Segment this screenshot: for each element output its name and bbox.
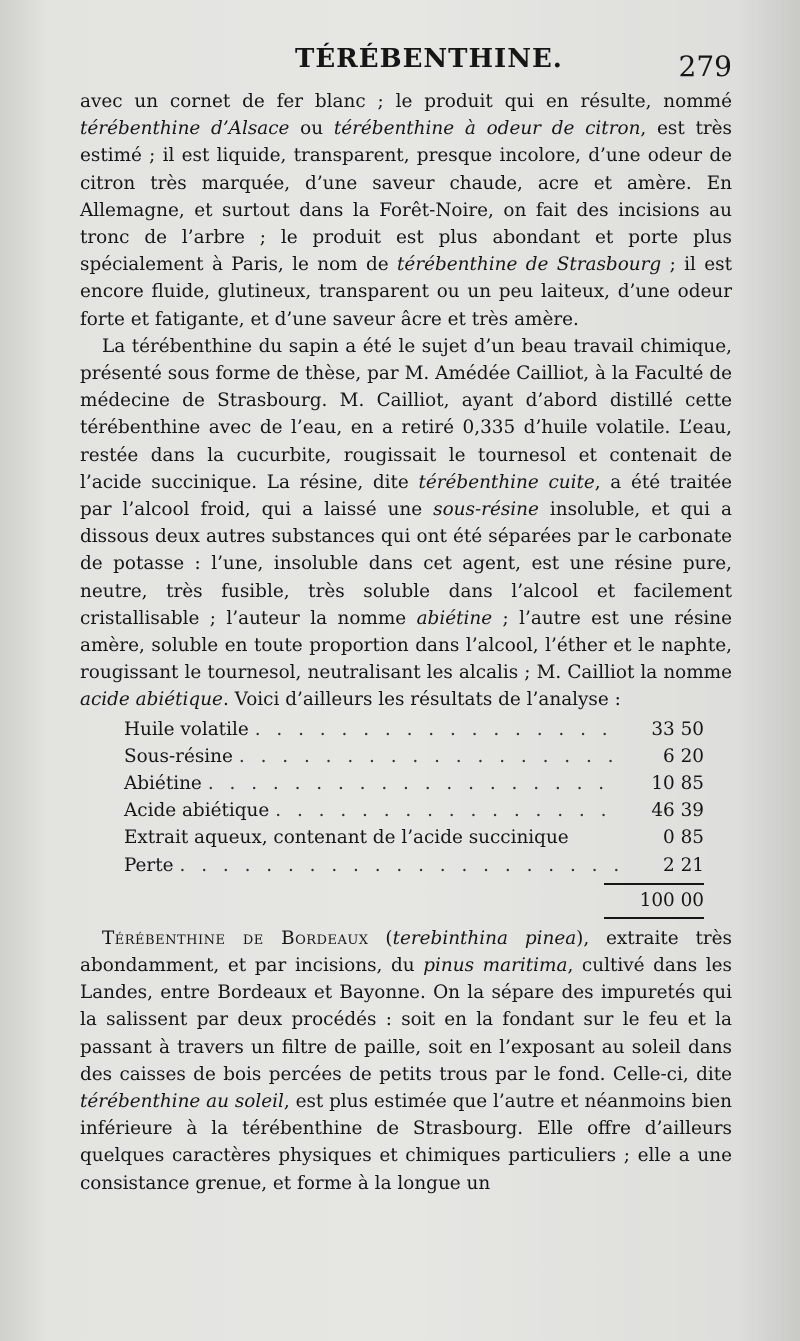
text-run: ( [368, 927, 393, 949]
analysis-row [124, 824, 704, 851]
text-run: ou [289, 118, 334, 140]
italic-term: térébenthine d’Alsace [80, 118, 290, 140]
analysis-total: 100 00 [639, 890, 704, 912]
paragraph-alsace-strasbourg [80, 88, 732, 333]
analysis-label: Extrait aqueux, contenant de l’acide succinique [124, 827, 569, 849]
analysis-row [124, 852, 704, 879]
analysis-value: 2 21 [663, 854, 704, 876]
text-run: , est plus estimée que l’autre et néanmoins bien inférieure à la térébenthine de Strasbourg. Elle offre d’ailleurs quelques caractères physiques et chimiques particuliers ; elle a une consistance grenue, et forme à la longue un [80, 1091, 732, 1194]
analysis-row [124, 797, 704, 824]
italic-term: térébenthine à odeur de citron [333, 118, 641, 140]
text-run: . Voici d’ailleurs les résultats de l’analyse : [222, 689, 621, 711]
page-number: 279 [678, 50, 732, 83]
analysis-value: 6 20 [663, 745, 704, 767]
analysis-label: Abiétine [124, 773, 202, 795]
italic-term: pinus maritima [423, 955, 568, 976]
total-rule [604, 917, 704, 919]
analysis-row [124, 716, 704, 743]
page-body [80, 88, 732, 1197]
analysis-value: 0 85 [663, 827, 704, 849]
paragraph-cailliot-analysis [80, 333, 732, 714]
analysis-label: Acide abiétique [124, 800, 270, 822]
analysis-value: 33 50 [651, 718, 704, 740]
text-run: , a été traitée par l’alcool froid, qui a laissé une [80, 471, 732, 521]
text-run: avec un cornet de fer blanc ; le produit qui en résulte, nommé [80, 91, 732, 112]
dot-leader [275, 797, 618, 824]
italic-term: terebinthina pinea [392, 927, 577, 949]
analysis-value: 46 39 [651, 800, 704, 822]
dot-leader [239, 743, 618, 770]
italic-term: térébenthine de Strasbourg [397, 254, 662, 276]
analysis-label: Sous-résine [124, 745, 233, 767]
text-run: ; l’autre est une résine amère, soluble en toute proportion dans l’alcool, l’éther et le naphte, rougissant le tournesol, neutralisant les alcalis ; M. Cailliot la nomme [80, 607, 732, 684]
dot-leader [180, 852, 619, 879]
italic-term: térébenthine cuite [418, 471, 595, 493]
analysis-value: 10 85 [651, 773, 704, 795]
text-run: La térébenthine du sapin a été le sujet d’un beau travail chimique, présenté sous forme de thèse, par M. Amédée Cailliot, à la Faculté de médecine de Strasbourg. M. Cailliot, ayant d’abord distillé cette térébenthine avec de l’eau, en a retiré 0,335 d’huile volatile. L’eau, restée dans la cucurbite, rougissait le tournesol et contenait de l’acide succinique. La résine, dite [80, 335, 732, 493]
page-header [80, 44, 732, 84]
analysis-label: Huile volatile [124, 718, 249, 740]
analysis-label: Perte [124, 854, 174, 876]
italic-term: sous-résine [433, 499, 539, 521]
analysis-table [124, 716, 704, 919]
dot-leader [255, 716, 618, 743]
section-heading: Térébenthine de Bordeaux [102, 927, 369, 949]
text-run: ; il est encore fluide, glutineux, transparent ou un peu laiteux, d’une odeur forte et fatigante, et d’une saveur âcre et très amère. [80, 254, 732, 330]
text-run: , cultivé dans les Landes, entre Bordeaux et Bayonne. On la sépare des impuretés qui la salissent par deux procédés : soit en la fondant sur le feu et la passant à travers un filtre de paille, soit en l’exposant au soleil dans des caisses de bois percées de petits trous par le fond. Celle-ci, dite [80, 955, 732, 1085]
analysis-row [124, 770, 704, 797]
analysis-row [124, 743, 704, 770]
paragraph-bordeaux [80, 925, 732, 1197]
dot-leader [208, 770, 618, 797]
italic-term: acide abiétique [80, 689, 223, 711]
running-title: TÉRÉBENTHINE. [295, 44, 563, 74]
analysis-total-row [124, 885, 704, 917]
italic-term: abiétine [416, 607, 493, 629]
text-run: , est très estimé ; il est liquide, transparent, presque incolore, d’une odeur de citron très marquée, d’une saveur chaude, acre et amère. En Allemagne, et surtout dans la Forêt-Noire, on fait des incisions au tronc de l’arbre ; le produit est plus abondant et porte plus spécialement à Paris, le nom de [80, 118, 732, 276]
text-run: insoluble, et qui a dissous deux autres substances qui ont été séparées par le carbonate de potasse : l’une, insoluble dans cet agent, est une résine pure, neutre, très fusible, très soluble dans l’alcool et facilement cristallisable ; l’auteur la nomme [80, 499, 732, 629]
text-run: ), extraite très abondamment, et par incisions, du [80, 927, 732, 976]
italic-term: térébenthine au soleil [80, 1091, 284, 1113]
